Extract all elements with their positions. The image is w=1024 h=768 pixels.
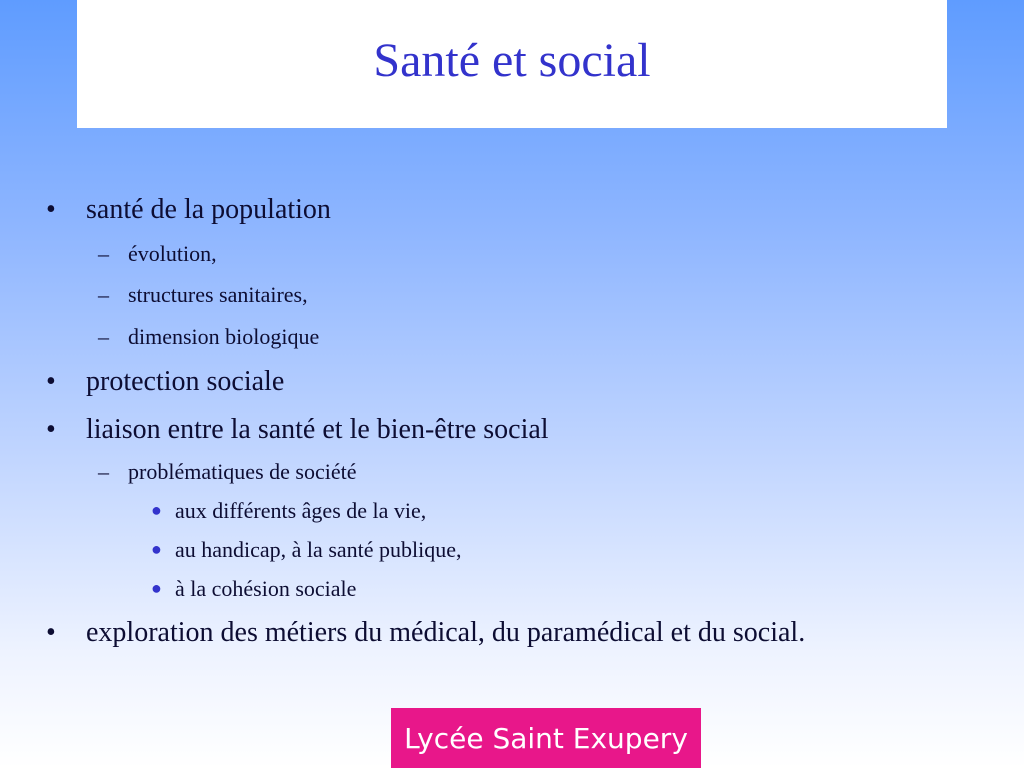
bullet-marker: • (46, 617, 56, 648)
sub-sub-bullet-item (151, 498, 427, 524)
sub-bullet-item (98, 282, 308, 308)
sub-sub-bullet-item (151, 537, 462, 563)
bullet-marker: • (46, 194, 56, 225)
bullet-marker: • (46, 414, 56, 445)
bullet-text: liaison entre la santé et le bien-être social (86, 414, 549, 445)
dash-marker: – (98, 241, 109, 266)
sub-bullet-text: problématiques de société (128, 459, 357, 484)
dash-marker: – (98, 324, 109, 349)
bullet-item (46, 414, 549, 446)
dot-marker: ● (151, 578, 162, 598)
sub-sub-bullet-item (151, 576, 357, 602)
sub-bullet-text: dimension biologique (128, 324, 320, 349)
bullet-item (46, 366, 285, 398)
bullet-text: santé de la population (86, 194, 331, 225)
dot-marker: ● (151, 500, 162, 520)
sub-sub-bullet-text: aux différents âges de la vie, (175, 498, 427, 523)
school-name-banner: Lycée Saint Exupery (391, 708, 701, 768)
sub-sub-bullet-text: au handicap, à la santé publique, (175, 537, 462, 562)
bullet-item (46, 194, 331, 226)
bullet-text: exploration des métiers du médical, du paramédical et du social. (86, 617, 806, 648)
slide-title: Santé et social (373, 34, 651, 87)
bullet-text: protection sociale (86, 366, 285, 397)
dash-marker: – (98, 459, 109, 484)
sub-bullet-text: évolution, (128, 241, 217, 266)
sub-bullet-item (98, 459, 357, 485)
bullet-marker: • (46, 366, 56, 397)
bullet-item (46, 617, 806, 649)
dash-marker: – (98, 282, 109, 307)
sub-bullet-item (98, 241, 217, 267)
sub-bullet-text: structures sanitaires, (128, 282, 308, 307)
dot-marker: ● (151, 539, 162, 559)
sub-bullet-item (98, 324, 320, 350)
sub-sub-bullet-text: à la cohésion sociale (175, 576, 357, 601)
